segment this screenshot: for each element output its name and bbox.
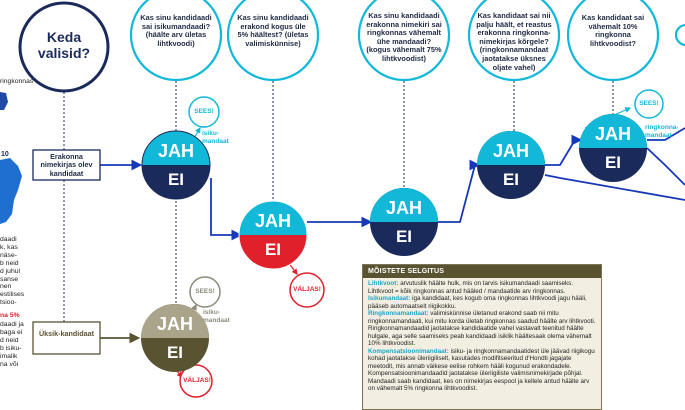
outcome-sees-3: SEES! <box>195 288 215 295</box>
glossary-term: Lihtkvoot: <box>368 280 399 287</box>
outcome-valjas-2: VÄLJAS! <box>183 377 211 384</box>
outcome-sees-2: SEES! <box>639 100 659 107</box>
question-5: Kas kandidaat sai vähemalt 10% ringkonna lihtkvoodist? <box>581 13 645 48</box>
outcome-ringkonnamandaat: ringkonna-mandaat <box>645 124 679 139</box>
glossary-term: Kompensatsioonimandaat: <box>368 347 449 355</box>
left-column-text: daadi k, kas näse- b neid d juhul sanse nen estilises tsioo- <box>0 236 25 307</box>
left-column-text2: daadi ja baga ei d neid b isiku- imalik na või <box>0 321 24 368</box>
glossary-text: isiku- ja ringkonnamandaatidest üle jäävad riigikogu kohad jaotatakse üleriigiliselt, kasutades modifitseeritud d'Hondti jagajate meetodit, mis annab väikese eelise rohkem hääli kogunud erakondadele. Kompensatsioonimandaadid jaotatakse üleriigiliste valimisnimekirjade põhjal. Mandaadi saab kandidaat, kes on nimekirjas eespool ja kellele antud häälte arv on vähemalt 5% ringkonna lihtkvoodist. <box>368 347 595 392</box>
node-3-no: EI <box>395 227 413 246</box>
glossary-title: MÕISTETE SELGITUS <box>363 265 601 278</box>
node-5-no: EI <box>604 153 622 172</box>
node-single-yes: JAH <box>156 314 193 334</box>
start-single-candidate: Üksik-kandidaat <box>38 329 95 338</box>
node-1-no: EI <box>167 170 185 189</box>
node-5-yes: JAH <box>594 124 631 144</box>
node-1-yes: JAH <box>157 141 194 161</box>
question-2: Kas sinu kandidaadi erakond kogus üle 5% häältest? (ületas valimiskünnise) <box>237 13 309 48</box>
outcome-valjas-1: VÄLJAS! <box>293 286 321 293</box>
glossary-text: valimiskünnise ületanud erakond saab nii mitu ringkonnamandaati, kui mitu korda ületab ringkonnas saadud häälte arv lihtkvooti. Ringkonnamandaadid jaotatakse kandidaatide vahel vastavalt teenitud häälte hulgale, aga selle saamiseks peab kandidaadi isiklik häältesaak olema vähemalt 10% lihtkvoodist. <box>368 310 596 347</box>
glossary-text: arvutuslik häälte hulk, mis on tarvis isikumandaadi saamiseks. Lihtkvoot = kõik ringkonnas antud hääled / mandaatide arv ringkonnas. <box>368 280 574 295</box>
node-2-yes: JAH <box>254 211 291 231</box>
node-2-no: EI <box>264 240 282 259</box>
start-party-candidate: Erakonna nimekirjas olev kandidaat <box>40 152 93 178</box>
glossary-text: iga kandidaat, kes kogub oma ringkonnas lihtkvoodi jagu hääli, pääseb automaatselt riigikokku. <box>368 295 587 310</box>
glossary-entry <box>368 295 596 310</box>
question-4: Kas kandidaat sai nii palju häält, et reastus erakonna ringkonna-nimekirjas kõrgele? (ringkonnamandaat jaotatakse üksnes oljate vahel) <box>476 11 552 72</box>
glossary-entry <box>368 348 596 393</box>
glossary-box <box>362 264 602 410</box>
glossary-term: Ringkonnamandaat: <box>368 310 429 317</box>
node-4-yes: JAH <box>492 141 529 161</box>
node-3-yes: JAH <box>385 198 422 218</box>
outcome-isikumandaat-2: isiku-mandaat <box>203 309 230 324</box>
left-column-highlight: na 5% <box>0 312 20 319</box>
node-4-no: EI <box>502 170 520 189</box>
glossary-entry <box>368 310 596 348</box>
left-column-line1: ringkonnas <box>0 78 34 85</box>
page-title: Keda valisid? <box>37 29 91 61</box>
glossary-term: Isikumandaat: <box>368 295 411 302</box>
left-column-number: 10 <box>1 151 9 158</box>
outcome-sees-1: SEES! <box>194 108 214 115</box>
question-3: Kas sinu kandidaadi erakonna nimekiri sai ringkonnas vähemalt ühe mandaadi? (kogus vähemalt 75% lihtkvoodist) <box>366 11 442 63</box>
glossary-body <box>363 278 601 395</box>
glossary-entry <box>368 280 596 295</box>
outcome-isikumandaat-1: isiku-mandaat <box>202 130 229 145</box>
node-single-no: EI <box>166 343 184 362</box>
question-1: Kas sinu kandidaadi sai isikumandaadi? (häälte arv ületas lihtkvoodi) <box>140 13 212 48</box>
map-fragment <box>0 92 22 224</box>
